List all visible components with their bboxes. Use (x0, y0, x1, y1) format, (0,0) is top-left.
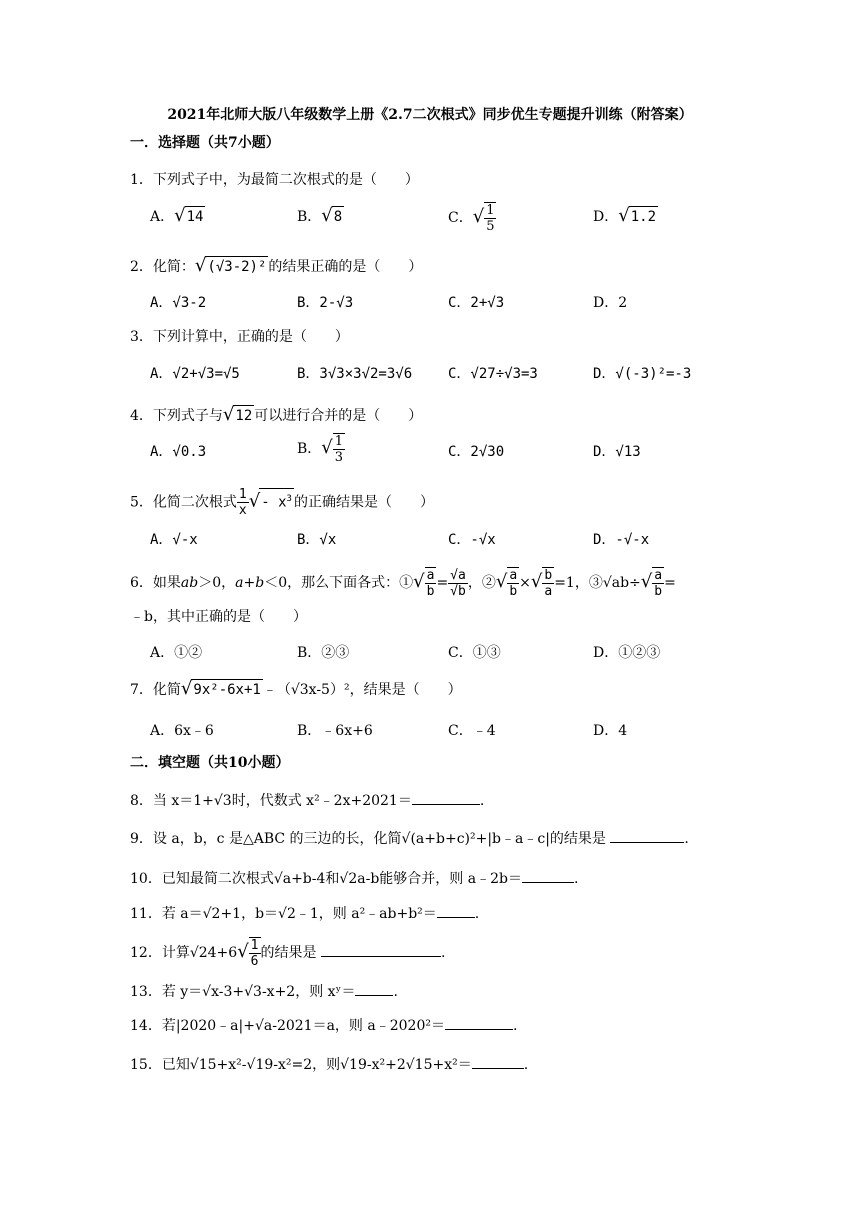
q3-option-c: C．√27÷√3=3 (448, 366, 538, 382)
question-13: 13．若 y＝√x-3+√3-x+2，则 xʸ＝ . (130, 981, 398, 1002)
q7-option-d: D．4 (593, 723, 628, 739)
q5-option-d: D．-√-x (593, 532, 650, 548)
document-title: 2021年北师大版八年级数学上册《2.7二次根式》同步优生专题提升训练（附答案） (167, 107, 693, 123)
q5-option-a: A．√-x (150, 532, 198, 548)
q6-option-b: B．②③ (297, 645, 350, 661)
question-14: 14．若|2020﹣a|+√a-2021＝a，则 a﹣2020²＝ . (130, 1015, 517, 1036)
q5-option-c: C．-√x (448, 532, 496, 548)
q3-option-b: B．3√3×3√2=3√6 (297, 366, 413, 382)
q4-option-d: D．√13 (593, 444, 641, 460)
q7-option-a: A．6x﹣6 (150, 723, 214, 739)
q4-option-c: C．2√30 (448, 444, 505, 460)
q5-option-b: B．√x (297, 532, 337, 548)
q2-option-d: D．2 (593, 295, 628, 311)
q6-option-a: A．①② (150, 645, 203, 661)
q2-option-c: C．2+√3 (448, 295, 505, 311)
q1-option-a: A．√14 (150, 205, 204, 226)
question-12: 12．计算√24+6√ $\frac{1}{6}$ 的结果是 . (130, 938, 446, 969)
q1-option-b: B．√8 (297, 205, 343, 226)
q4-option-a: A．√0.3 (150, 444, 207, 460)
question-11: 11．若 a＝√2+1，b＝√2﹣1，则 a²﹣ab+b²＝ . (130, 903, 479, 924)
question-7-stem: 7．化简√9x²-6x+1 ﹣（√3x-5）²，结果是（ ） (130, 678, 462, 699)
q3-option-a: A．√2+√3=√5 (150, 366, 240, 382)
q6-option-c: C．①③ (448, 645, 501, 661)
question-6-line-1: 6．如果ab＞0，a+b＜0，那么下面各式：①√ $\frac{a}{b}$ = $\frac{√a}{√b}$ ，②√ $\frac{a}{b}$ ×√ $\frac{b}{a}$ =1，③√ab÷√ $\frac{a}{b}$ = (130, 567, 676, 599)
question-8: 8．当 x＝1+√3时，代数式 x²﹣2x+2021＝ . (130, 790, 484, 811)
q7-option-c: C．﹣4 (448, 723, 496, 739)
q3-option-d: D．√(-3)²=-3 (593, 366, 692, 382)
q6-option-d: D．①②③ (593, 645, 661, 661)
question-9: 9．设 a，b，c 是△ABC 的三边的长，化简√(a+b+c)²+|b﹣a﹣c|的结果是 . (130, 828, 689, 849)
question-3-stem: 3．下列计算中，正确的是（ ） (130, 329, 349, 345)
q2-option-a: A．√3-2 (150, 295, 207, 311)
q7-option-b: B．﹣6x+6 (297, 723, 373, 739)
question-2-stem: 2．化简：√(√3-2)² 的结果正确的是（ ） (130, 255, 423, 276)
question-4-stem: 4．下列式子与√12 可以进行合并的是（ ） (130, 404, 423, 425)
question-10: 10．已知最简二次根式√a+b-4和√2a-b能够合并，则 a﹣2b＝ . (130, 868, 578, 889)
q1-option-c: C．√ $\frac{1}{5}$ (448, 203, 495, 234)
q1-option-d: D．√1.2 (593, 205, 657, 226)
question-1-stem: 1．下列式子中，为最简二次根式的是（ ） (130, 172, 419, 188)
section-heading-fill: 二．填空题（共10小题） (130, 755, 290, 771)
question-15: 15．已知√15+x²-√19-x²=2，则√19-x²+2√15+x²＝ . (130, 1054, 528, 1075)
q4-option-b: B．√ $\frac{1}{3}$ (297, 434, 344, 465)
question-5-stem: 5．化简二次根式 $\frac{1}{x}$ √- $x^3$ 的正确结果是（ ） (130, 487, 434, 518)
section-heading-choice: 一．选择题（共7小题） (130, 135, 280, 151)
question-6-line-2: ﹣b，其中正确的是（ ） (130, 609, 307, 625)
q2-option-b: B．2-√3 (297, 295, 354, 311)
